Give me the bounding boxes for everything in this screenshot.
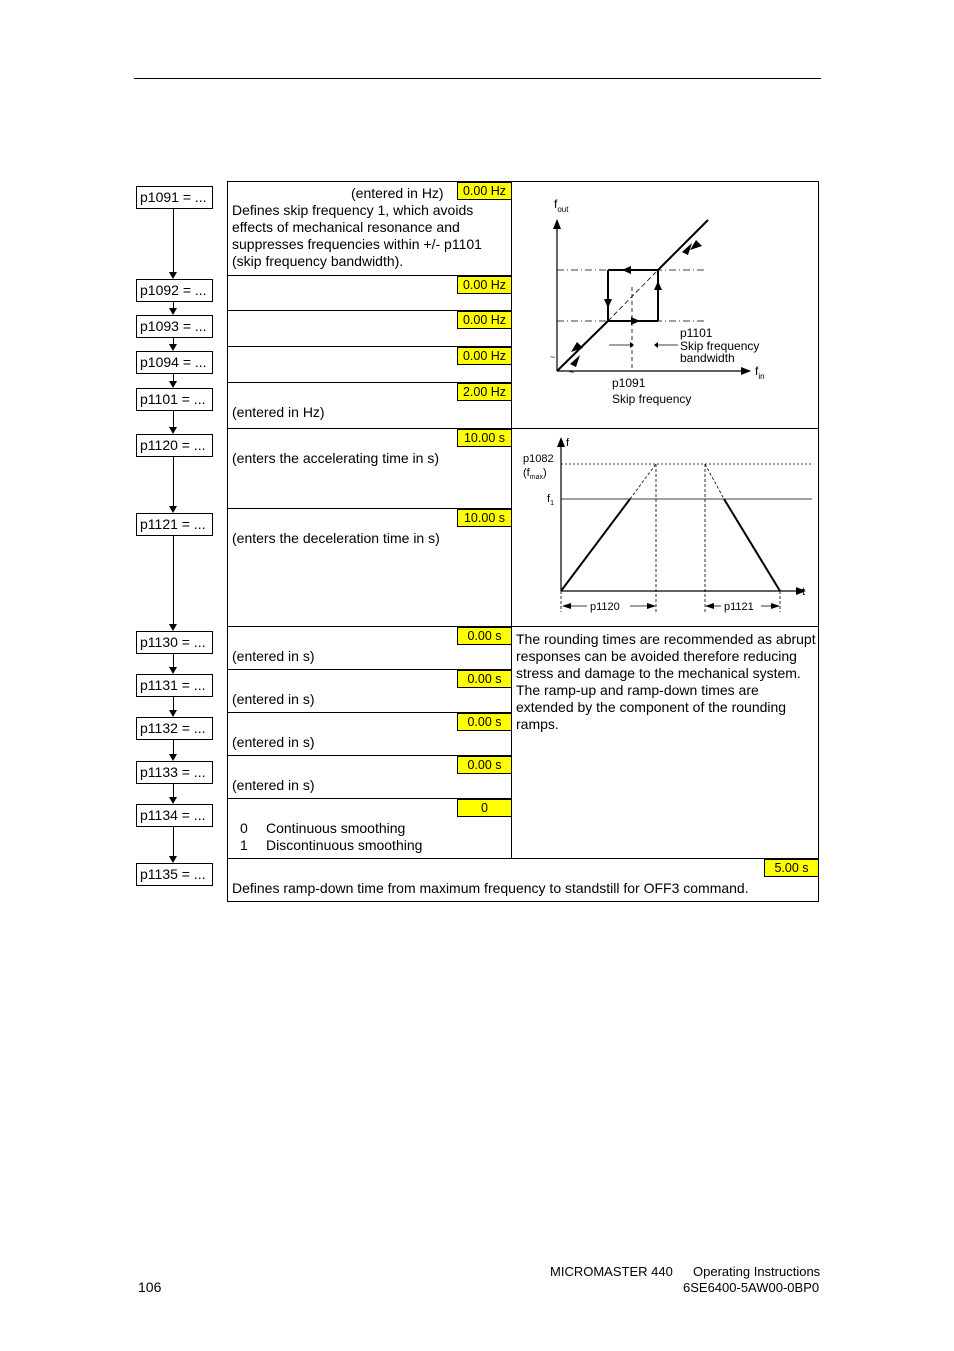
- value-p1131: 0.00 s: [457, 670, 512, 688]
- fmax-label: $(f_{max})$: [523, 467, 547, 481]
- row-p1130: [227, 626, 512, 670]
- row-p1121: [227, 508, 512, 627]
- row-p1101: [227, 382, 512, 429]
- arrow-up-icon: [654, 281, 662, 290]
- note-p1130: (entered in s): [232, 648, 315, 664]
- f1-label: $f_1$: [547, 493, 554, 507]
- skip-param-label: p1091: [612, 376, 646, 390]
- flow-arrow: [169, 381, 177, 388]
- value-p1093: 0.00 Hz: [457, 311, 512, 329]
- value-p1091: 0.00 Hz: [457, 182, 512, 200]
- param-box-p1133: p1133 = ...: [136, 761, 213, 784]
- flow-line: [173, 374, 174, 381]
- output-curve-lower: [557, 321, 608, 371]
- document-type: Operating Instructions: [693, 1264, 821, 1279]
- product-name: MICROMASTER 440: [550, 1264, 673, 1279]
- note-p1091: (entered in Hz): [351, 185, 444, 201]
- param-box-p1132: p1132 = ...: [136, 717, 213, 740]
- arrow-down-icon: [604, 299, 612, 308]
- page-number: 106: [138, 1279, 162, 1295]
- fmax-param-label: p1082: [523, 453, 554, 465]
- row-p1092: [227, 275, 512, 311]
- bandwidth-label-2: bandwidth: [680, 351, 735, 365]
- flow-line: [173, 536, 174, 624]
- flow-arrow: [169, 754, 177, 761]
- param-box-p1091: p1091 = ...: [136, 186, 213, 209]
- flow-line: [173, 827, 174, 856]
- option-0-label: Continuous smoothing: [266, 820, 406, 836]
- row-p1132: [227, 712, 512, 756]
- note-p1131: (entered in s): [232, 691, 315, 707]
- row-p1134: [227, 798, 512, 859]
- note-p1121: (enters the deceleration time in s): [232, 530, 440, 546]
- row-p1120: [227, 428, 512, 509]
- value-p1133: 0.00 s: [457, 756, 512, 774]
- ramp-up-param-label: p1120: [590, 601, 620, 613]
- flow-arrow: [169, 506, 177, 513]
- rounding-description: The rounding times are recommended as abrupt responses can be avoided therefore reducing stress and damage to the mechanical system. The ramp-up and ramp-down times are extended by the component of the rounding ramps.: [516, 631, 816, 732]
- value-p1101: 2.00 Hz: [457, 383, 512, 401]
- ramp-diagram-cell: [511, 428, 819, 627]
- flow-arrow: [169, 856, 177, 863]
- desc-p1135: Defines ramp-down time from maximum frequency to standstill for OFF3 command.: [232, 880, 749, 896]
- skip-frequency-diagram-cell: [511, 181, 819, 429]
- axis-break-mark: ~: [569, 367, 575, 377]
- fin-label: $f_{in}$: [755, 364, 765, 381]
- value-p1132: 0.00 s: [457, 713, 512, 731]
- ramp-down-line: [724, 499, 780, 591]
- flow-line: [173, 654, 174, 667]
- fout-label: $f_{out}$: [554, 197, 569, 214]
- flow-arrow: [169, 624, 177, 631]
- param-box-p1121: p1121 = ...: [136, 513, 213, 536]
- flow-line: [173, 740, 174, 754]
- flow-line: [173, 697, 174, 710]
- ramp-diagram: [512, 429, 818, 626]
- flow-line: [173, 209, 174, 272]
- flow-arrow: [169, 427, 177, 434]
- f-axis-arrow-icon: [557, 437, 565, 447]
- flow-line: [173, 457, 174, 506]
- flow-arrow: [169, 797, 177, 804]
- bandwidth-arrow-icon: [654, 342, 658, 348]
- bandwidth-arrow-icon: [630, 342, 634, 348]
- option-0-number: 0: [240, 820, 248, 836]
- param-box-p1101: p1101 = ...: [136, 388, 213, 411]
- axis-break-mark: ~: [550, 352, 556, 362]
- param-box-p1120: p1120 = ...: [136, 434, 213, 457]
- dimension-arrow-icon: [771, 603, 780, 609]
- value-p1120: 10.00 s: [457, 429, 512, 447]
- flow-line: [173, 411, 174, 427]
- dimension-arrow-icon: [647, 603, 656, 609]
- skip-label: Skip frequency: [612, 392, 692, 406]
- row-p1091: [227, 181, 512, 276]
- flow-arrow: [169, 710, 177, 717]
- flow-arrow: [169, 667, 177, 674]
- header-rule: [134, 78, 821, 79]
- param-box-p1094: p1094 = ...: [136, 351, 213, 374]
- row-p1094: [227, 346, 512, 383]
- param-box-p1092: p1092 = ...: [136, 279, 213, 302]
- arrow-left-icon: [622, 266, 631, 274]
- row-p1131: [227, 669, 512, 713]
- value-p1092: 0.00 Hz: [457, 276, 512, 294]
- ramp-down-extension: [705, 464, 724, 499]
- value-p1130: 0.00 s: [457, 627, 512, 645]
- note-p1101: (entered in Hz): [232, 404, 325, 420]
- param-box-p1134: p1134 = ...: [136, 804, 213, 827]
- note-p1132: (entered in s): [232, 734, 315, 750]
- row-p1133: [227, 755, 512, 799]
- bandwidth-param-label: p1101: [680, 326, 713, 340]
- row-p1135: [227, 858, 819, 902]
- t-label: t: [802, 586, 806, 598]
- skip-frequency-diagram: [512, 182, 818, 428]
- desc-p1091: Defines skip frequency 1, which avoids effects of mechanical resonance and suppresses frequencies within +/- p1101 (skip frequency bandwidth).: [232, 202, 482, 269]
- dimension-arrow-icon: [705, 603, 714, 609]
- value-p1094: 0.00 Hz: [457, 347, 512, 365]
- f-label: f: [566, 437, 570, 449]
- dimension-arrow-icon: [562, 603, 571, 609]
- value-p1134: 0: [457, 799, 512, 817]
- option-1-number: 1: [240, 837, 248, 853]
- arrow-right-icon: [631, 317, 640, 325]
- ramp-up-line: [561, 499, 630, 591]
- flow-arrow: [169, 344, 177, 351]
- bandwidth-label-1: Skip frequency: [680, 339, 760, 353]
- value-p1121: 10.00 s: [457, 509, 512, 527]
- row-p1093: [227, 310, 512, 347]
- note-p1120: (enters the accelerating time in s): [232, 450, 439, 466]
- flow-line: [173, 784, 174, 797]
- param-box-p1093: p1093 = ...: [136, 315, 213, 338]
- order-number: 6SE6400-5AW00-0BP0: [683, 1280, 820, 1295]
- flow-arrow: [169, 308, 177, 315]
- option-1-label: Discontinuous smoothing: [266, 837, 423, 853]
- param-box-p1131: p1131 = ...: [136, 674, 213, 697]
- note-p1133: (entered in s): [232, 777, 315, 793]
- flow-arrow: [169, 272, 177, 279]
- param-box-p1130: p1130 = ...: [136, 631, 213, 654]
- arrow-diag-icon: [690, 240, 702, 250]
- param-box-p1135: p1135 = ...: [136, 863, 213, 886]
- value-p1135: 5.00 s: [764, 859, 819, 877]
- ramp-down-param-label: p1121: [724, 601, 754, 613]
- rounding-info-cell: [511, 626, 819, 859]
- ramp-up-extension: [630, 464, 656, 499]
- ideal-diagonal: [608, 270, 658, 321]
